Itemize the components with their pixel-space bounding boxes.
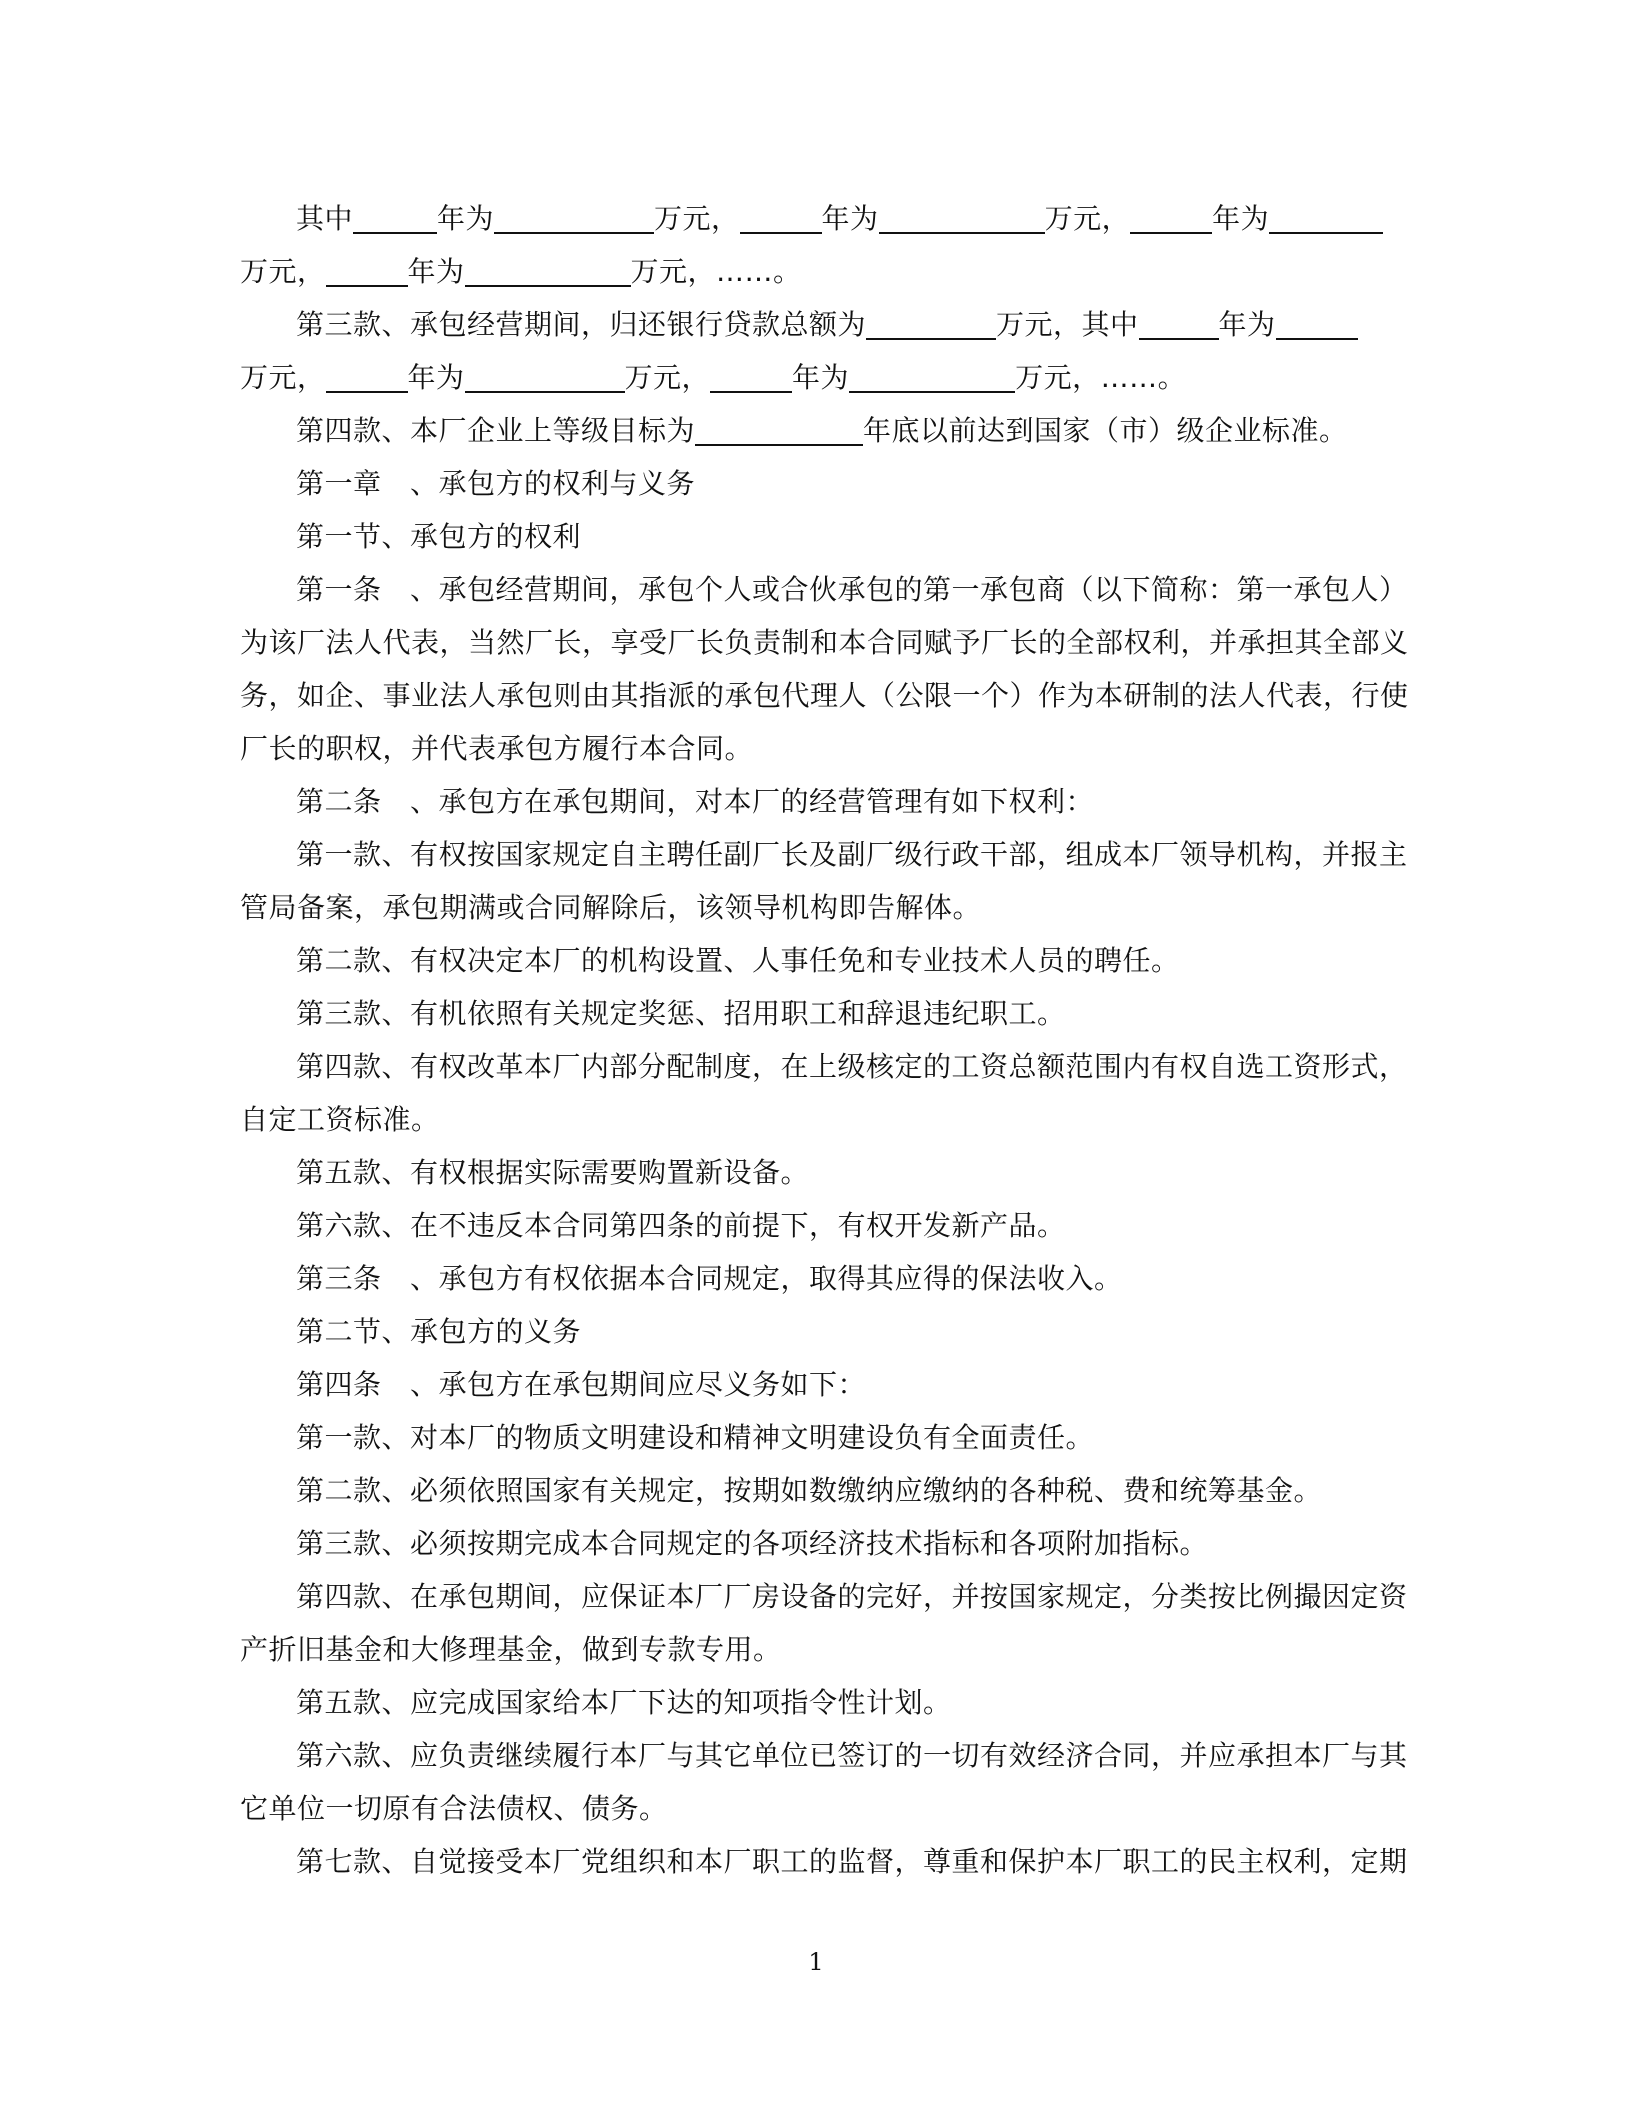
text-run: 万元，……。: [630, 255, 802, 288]
article-4-clause-4: [240, 1570, 1408, 1676]
text-line: 第三条 、承包方有权依据本合同规定，取得其应得的保法收入。: [296, 1262, 1123, 1295]
article-4-clause-3: [240, 1517, 1390, 1570]
blank-field: [1276, 304, 1358, 340]
text-line: 它单位一切原有合法债权、债务。: [240, 1792, 668, 1825]
section-title: 第二节、承包方的义务: [296, 1315, 582, 1348]
text-line: 第六款、应负责继续履行本厂与其它单位已签订的一切有效经济合同，并应承担本厂与其: [296, 1739, 1408, 1772]
text-line: [240, 298, 1390, 351]
blank-field: [710, 357, 792, 393]
text-line: 第二款、有权决定本厂的机构设置、人事任免和专业技术人员的聘任。: [296, 944, 1180, 977]
article-3: [240, 1252, 1390, 1305]
article-2-clause-5: [240, 1146, 1390, 1199]
text-line: 第二条 、承包方在承包期间，对本厂的经营管理有如下权利：: [296, 785, 1095, 818]
text-line: 第一款、有权按国家规定自主聘任副厂长及副厂级行政干部，组成本厂领导机构，并报主: [296, 838, 1408, 871]
article-4: [240, 1358, 1390, 1411]
blank-field: [465, 251, 631, 287]
text-run: 第三款、承包经营期间，归还银行贷款总额为: [296, 308, 867, 341]
article-1: [240, 563, 1409, 775]
paragraph-annual-amounts: [240, 192, 1390, 298]
text-line: [240, 404, 1390, 457]
text-run: 万元，: [1044, 202, 1131, 235]
article-2-clause-3: [240, 987, 1390, 1040]
text-line: 第三款、必须按期完成本合同规定的各项经济技术指标和各项附加指标。: [296, 1527, 1209, 1560]
section-heading: [240, 510, 1390, 563]
text-run: 其中: [296, 202, 354, 235]
article-2-clause-1: [240, 828, 1408, 934]
text-line: 第四条 、承包方在承包期间应尽义务如下：: [296, 1368, 867, 1401]
blank-field: [849, 357, 1015, 393]
text-line: 产折旧基金和大修理基金，做到专款专用。: [240, 1633, 782, 1666]
blank-field: [353, 198, 437, 234]
text-run: 万元，: [240, 361, 326, 394]
text-run: 年为: [407, 255, 465, 288]
document-body: [240, 192, 1409, 1888]
text-line: [240, 245, 1390, 298]
text-run: 万元，……。: [1015, 361, 1187, 394]
blank-field: [1130, 198, 1212, 234]
text-line: 第一款、对本厂的物质文明建设和精神文明建设负有全面责任。: [296, 1421, 1095, 1454]
text-run: 年为: [437, 202, 495, 235]
text-line: 第五款、应完成国家给本厂下达的知项指令性计划。: [296, 1686, 952, 1719]
article-4-clause-1: [240, 1411, 1390, 1464]
page-number: 1: [808, 1948, 824, 1976]
blank-field: [866, 304, 996, 340]
text-line: 第二款、必须依照国家有关规定，按期如数缴纳应缴纳的各种税、费和统筹基金。: [296, 1474, 1323, 1507]
chapter-title: 第一章 、承包方的权利与义务: [296, 467, 696, 500]
text-line: 第四款、有权改革本厂内部分配制度，在上级核定的工资总额范围内有权自选工资形式，: [296, 1050, 1408, 1083]
text-run: 万元，其中: [996, 308, 1139, 341]
article-2-clause-2: [240, 934, 1390, 987]
text-line: [240, 192, 1390, 245]
text-line: 第一条 、承包经营期间，承包个人或合伙承包的第一承包商（以下简称：第一承包人）: [296, 573, 1408, 606]
blank-field: [695, 410, 863, 446]
section-heading: [240, 1305, 1390, 1358]
text-line: 管局备案，承包期满或合同解除后，该领导机构即告解体。: [240, 891, 982, 924]
blank-field: [494, 198, 654, 234]
text-run: 第四款、本厂企业上等级目标为: [296, 414, 696, 447]
article-4-clause-2: [240, 1464, 1390, 1517]
blank-field: [740, 198, 822, 234]
blank-field: [879, 198, 1045, 234]
text-run: 年为: [1212, 202, 1270, 235]
text-line: 为该厂法人代表，当然厂长，享受厂长负责制和本合同赋予厂长的全部权利，并承担其全部义: [240, 626, 1409, 659]
article-2-clause-4: [240, 1040, 1408, 1146]
text-run: 万元，: [240, 255, 326, 288]
text-line: [240, 351, 1390, 404]
text-run: 万元，: [624, 361, 711, 394]
text-line: 厂长的职权，并代表承包方履行本合同。: [240, 732, 754, 765]
chapter-heading: [240, 457, 1390, 510]
text-line: 第三款、有机依照有关规定奖惩、招用职工和辞退违纪职工。: [296, 997, 1066, 1030]
text-run: 万元，: [654, 202, 740, 235]
article-4-clause-6: [240, 1729, 1408, 1835]
article-2-clause-6: [240, 1199, 1390, 1252]
text-line: 第五款、有权根据实际需要购置新设备。: [296, 1156, 810, 1189]
article-2: [240, 775, 1390, 828]
text-line: 第四款、在承包期间，应保证本厂厂房设备的完好，并按国家规定，分类按比例撮因定资: [296, 1580, 1408, 1613]
text-line: 第七款、自觉接受本厂党组织和本厂职工的监督，尊重和保护本厂职工的民主权利，定期: [296, 1845, 1408, 1878]
blank-field: [465, 357, 625, 393]
article-4-clause-5: [240, 1676, 1390, 1729]
article-4-clause-7: [240, 1835, 1408, 1888]
text-run: 年为: [407, 361, 465, 394]
text-line: 第六款、在不违反本合同第四条的前提下，有权开发新产品。: [296, 1209, 1066, 1242]
paragraph-loan-repayment: [240, 298, 1390, 404]
text-line: 务，如企、事业法人承包则由其指派的承包代理人（公限一个）作为本研制的法人代表，行使: [240, 679, 1409, 712]
paragraph-enterprise-grade: [240, 404, 1390, 457]
blank-field: [1269, 198, 1383, 234]
text-run: 年为: [792, 361, 850, 394]
text-line: 自定工资标准。: [240, 1103, 440, 1136]
section-title: 第一节、承包方的权利: [296, 520, 582, 553]
blank-field: [326, 251, 408, 287]
text-run: 年为: [821, 202, 879, 235]
blank-field: [1139, 304, 1219, 340]
text-run: 年底以前达到国家（市）级企业标准。: [863, 414, 1348, 447]
blank-field: [326, 357, 408, 393]
text-run: 年为: [1218, 308, 1276, 341]
